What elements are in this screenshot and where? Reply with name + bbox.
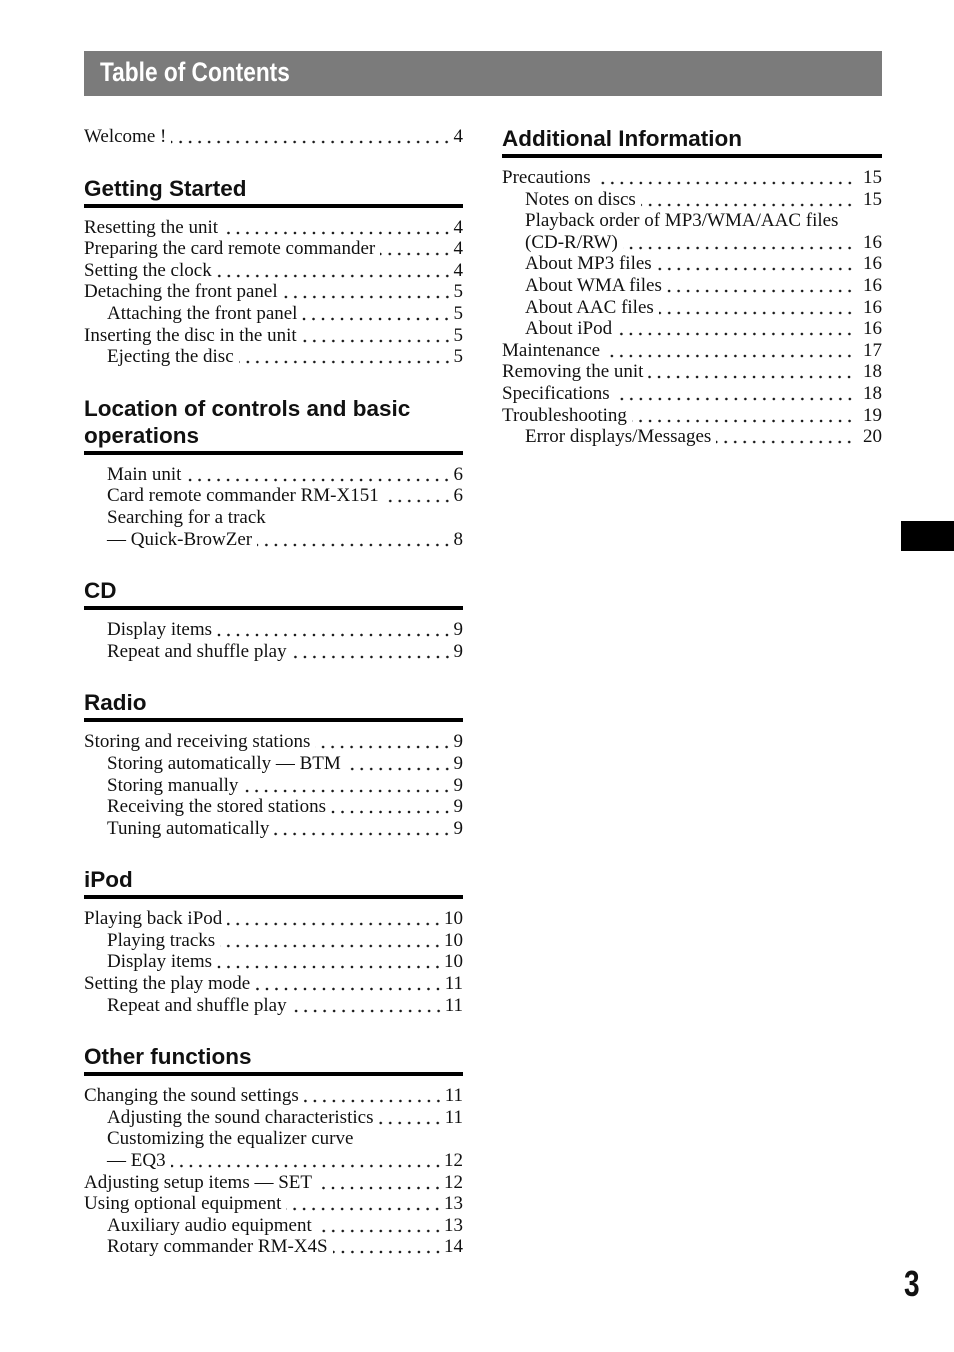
toc-page-number: 5 xyxy=(453,281,463,303)
section-rule xyxy=(84,204,463,208)
toc-section-ipod xyxy=(84,866,463,1016)
toc-entry-title: — EQ3 xyxy=(107,1150,166,1172)
toc-entry xyxy=(502,383,882,405)
toc-subentry xyxy=(84,485,463,507)
toc-entry-title: — Quick-BrowZer xyxy=(107,528,253,550)
toc-entry-title: Attaching the front panel xyxy=(107,302,298,324)
toc-subentry xyxy=(84,346,463,368)
toc-page-number: 11 xyxy=(444,1085,463,1107)
toc-entry-title: About iPod xyxy=(525,318,613,340)
dot-leader xyxy=(292,641,450,663)
section-heading: Getting Started xyxy=(84,175,247,201)
dot-leader xyxy=(217,260,450,282)
toc-entry-title: Error displays/Messages xyxy=(525,426,712,448)
toc-page-number: 16 xyxy=(863,253,882,275)
toc-subentry xyxy=(84,619,463,641)
dot-leader xyxy=(596,167,852,189)
dot-leader xyxy=(223,217,449,239)
dot-leader xyxy=(617,318,852,340)
dot-leader xyxy=(283,281,450,303)
toc-page-number: 13 xyxy=(444,1214,463,1236)
toc-entry xyxy=(84,1193,463,1215)
toc-entry-title: About MP3 files xyxy=(525,253,652,275)
toc-page-number: 17 xyxy=(863,339,882,361)
section-rule xyxy=(84,451,463,455)
dot-leader xyxy=(186,464,449,486)
toc-entry xyxy=(84,973,463,995)
toc-entry-title: Changing the sound settings xyxy=(84,1085,299,1107)
dot-leader xyxy=(243,775,449,797)
toc-subentry xyxy=(84,753,463,775)
toc-subentry xyxy=(84,1236,463,1258)
toc-entry-title: Troubleshooting xyxy=(502,404,627,426)
toc-entry-title: Receiving the stored stations xyxy=(107,796,326,818)
section-rule xyxy=(84,895,463,899)
toc-entry-title: Display items xyxy=(107,619,213,641)
dot-leader xyxy=(292,995,441,1017)
toc-subentry xyxy=(84,775,463,797)
toc-entry-title: Playing tracks xyxy=(107,929,216,951)
toc-entry-title: Preparing the card remote commander xyxy=(84,238,376,260)
dot-leader xyxy=(716,426,852,448)
toc-page-number: 4 xyxy=(453,126,463,147)
toc-page-number: 9 xyxy=(453,640,463,662)
toc-entry xyxy=(84,217,463,239)
dot-leader xyxy=(255,973,440,995)
toc-page-number: 6 xyxy=(453,463,463,485)
toc-subentry xyxy=(84,930,463,952)
toc-entry xyxy=(502,340,882,362)
dot-leader xyxy=(380,238,449,260)
toc-entry-title: (CD-R/RW) xyxy=(525,231,618,253)
toc-entry-title: Adjusting the sound characteristics xyxy=(107,1106,374,1128)
toc-entry xyxy=(84,1085,463,1107)
toc-page-number: 4 xyxy=(453,259,463,281)
dot-leader xyxy=(286,1193,440,1215)
dot-leader xyxy=(317,1215,440,1237)
dot-leader xyxy=(632,405,852,427)
dot-leader xyxy=(171,126,449,148)
toc-page-number: 15 xyxy=(863,188,882,210)
dot-leader xyxy=(302,325,450,347)
toc-right-column xyxy=(502,125,882,448)
toc-page-number: 4 xyxy=(453,238,463,260)
dot-leader xyxy=(217,951,440,973)
toc-page-number: 20 xyxy=(863,426,882,448)
toc-entry xyxy=(84,731,463,753)
toc-entry xyxy=(84,126,463,148)
toc-page-number: 9 xyxy=(453,774,463,796)
dot-leader xyxy=(659,297,852,319)
toc-subentry xyxy=(84,796,463,818)
section-heading: iPod xyxy=(84,867,133,893)
toc-page-number: 5 xyxy=(453,324,463,346)
toc-page-number: 18 xyxy=(863,382,882,404)
toc-subentry xyxy=(502,189,882,211)
dot-leader xyxy=(641,189,852,211)
dot-leader xyxy=(331,796,450,818)
toc-page-number: 10 xyxy=(444,929,463,951)
section-rule xyxy=(84,1072,463,1076)
toc-subentry xyxy=(502,210,882,232)
toc-entry xyxy=(84,281,463,303)
toc-entry xyxy=(502,361,882,383)
dot-leader xyxy=(346,753,450,775)
dot-leader xyxy=(317,1172,440,1194)
toc-section-location-of-controls xyxy=(84,395,463,550)
toc-page-number: 11 xyxy=(444,1106,463,1128)
toc-entry-title: Storing automatically — BTM xyxy=(107,752,341,774)
section-heading: Other functions xyxy=(84,1044,252,1070)
toc-entry-title: Playing back iPod xyxy=(84,908,223,930)
dot-leader xyxy=(333,1236,440,1258)
toc-page-number: 9 xyxy=(453,752,463,774)
toc-entry-title: Tuning automatically xyxy=(107,817,270,839)
toc-page-number: 9 xyxy=(453,817,463,839)
toc-section-cd xyxy=(84,577,463,662)
toc-entry-title: Maintenance xyxy=(502,339,601,361)
toc-entry-title: Card remote commander RM-X151 xyxy=(107,485,379,507)
toc-page-number: 14 xyxy=(444,1236,463,1258)
section-rule xyxy=(84,718,463,722)
toc-subentry xyxy=(502,232,882,254)
toc-section-getting-started xyxy=(84,175,463,368)
toc-entry xyxy=(84,238,463,260)
toc-entry-title: About WMA files xyxy=(525,274,662,296)
toc-page-number: 9 xyxy=(453,619,463,641)
toc-entry-title: About AAC files xyxy=(525,296,654,318)
dot-leader xyxy=(239,346,450,368)
toc-subentry xyxy=(84,1150,463,1172)
dot-leader xyxy=(274,818,449,840)
toc-page-number: 16 xyxy=(863,274,882,296)
toc-page-number: 13 xyxy=(444,1193,463,1215)
toc-entry-title: Notes on discs xyxy=(525,188,636,210)
dot-leader xyxy=(667,275,852,297)
toc-entry-title: Storing manually xyxy=(107,774,239,796)
toc-page-number: 4 xyxy=(453,216,463,238)
toc-page-number: 11 xyxy=(444,994,463,1016)
title-bar xyxy=(84,51,882,96)
toc-page-number: 9 xyxy=(453,731,463,753)
section-tab-marker xyxy=(901,521,954,551)
toc-subentry xyxy=(502,275,882,297)
toc-page-number: 16 xyxy=(863,318,882,340)
dot-leader xyxy=(648,361,852,383)
dot-leader xyxy=(378,1107,440,1129)
toc-entry-title: Using optional equipment xyxy=(84,1193,282,1215)
toc-entry-title: Setting the clock xyxy=(84,259,212,281)
toc-subentry xyxy=(84,507,463,529)
toc-entry xyxy=(502,405,882,427)
toc-entry-title: Setting the play mode xyxy=(84,973,251,995)
dot-leader xyxy=(657,253,852,275)
toc-page-number: 5 xyxy=(453,346,463,368)
toc-section-additional-information xyxy=(502,125,882,448)
toc-page-number: 16 xyxy=(863,231,882,253)
toc-entry xyxy=(84,1172,463,1194)
toc-page-number: 15 xyxy=(863,167,882,188)
toc-page-number: 18 xyxy=(863,361,882,383)
toc-entry-title: Ejecting the disc xyxy=(107,346,234,368)
dot-leader xyxy=(171,1150,440,1172)
toc-section-other-functions xyxy=(84,1043,463,1258)
toc-entry-title: Rotary commander RM-X4S xyxy=(107,1236,328,1258)
toc-subentry xyxy=(84,1128,463,1150)
dot-leader xyxy=(227,908,440,930)
toc-page-number: 12 xyxy=(444,1150,463,1172)
section-heading: Radio xyxy=(84,690,147,716)
toc-entry xyxy=(84,908,463,930)
dot-leader xyxy=(257,529,449,551)
toc-section-radio xyxy=(84,689,463,839)
toc-entry-title: Auxiliary audio equipment xyxy=(107,1214,312,1236)
toc-page-number: 5 xyxy=(453,302,463,324)
toc-page-number: 16 xyxy=(863,296,882,318)
toc-entry-title: Storing and receiving stations xyxy=(84,731,311,753)
toc-subentry xyxy=(84,951,463,973)
toc-entry-title: Precautions xyxy=(502,167,591,188)
section-heading: CD xyxy=(84,578,117,604)
toc-entry-title: Detaching the front panel xyxy=(84,281,278,303)
page-number: 3 xyxy=(904,1263,920,1304)
toc-subentry xyxy=(502,318,882,340)
toc-page-number: 19 xyxy=(863,404,882,426)
toc-page-number: 10 xyxy=(444,908,463,930)
toc-entry-title: Searching for a track xyxy=(107,506,266,528)
toc-entry-title: Resetting the unit xyxy=(84,216,219,238)
page-title: Table of Contents xyxy=(100,57,290,87)
toc-subentry xyxy=(84,1215,463,1237)
toc-entry-title: Main unit xyxy=(107,463,182,485)
toc-entry-title: Repeat and shuffle play xyxy=(107,994,287,1016)
toc-subentry xyxy=(84,818,463,840)
dot-leader xyxy=(315,731,449,753)
dot-leader xyxy=(217,619,449,641)
dot-leader xyxy=(615,383,852,405)
dot-leader xyxy=(623,232,852,254)
toc-page-number: 8 xyxy=(453,528,463,550)
toc-entry-title: Customizing the equalizer curve xyxy=(107,1128,354,1150)
toc-entry xyxy=(502,167,882,189)
toc-entry-title: Adjusting setup items — SET xyxy=(84,1171,312,1193)
toc-subentry xyxy=(84,641,463,663)
toc-page-number: 11 xyxy=(444,973,463,995)
dot-leader xyxy=(220,930,440,952)
toc-subentry xyxy=(84,529,463,551)
toc-entry-title: Welcome ! xyxy=(84,126,167,147)
toc-left-column xyxy=(84,126,463,1258)
toc-subentry xyxy=(502,426,882,448)
toc-entry-title: Playback order of MP3/WMA/AAC files xyxy=(525,210,839,232)
section-heading: Location of controls and basic operations xyxy=(84,395,411,448)
dot-leader xyxy=(304,1085,441,1107)
toc-subentry xyxy=(84,464,463,486)
dot-leader xyxy=(605,340,852,362)
toc-subentry xyxy=(84,303,463,325)
toc-page-number: 12 xyxy=(444,1171,463,1193)
toc-entry xyxy=(84,325,463,347)
toc-page-number: 9 xyxy=(453,796,463,818)
toc-entry-title: Specifications xyxy=(502,382,610,404)
toc-page-number: 6 xyxy=(453,485,463,507)
section-heading: Additional Information xyxy=(502,126,742,151)
toc-entry-title: Removing the unit xyxy=(502,361,644,383)
toc-subentry xyxy=(502,253,882,275)
toc-entry xyxy=(84,260,463,282)
section-rule xyxy=(84,606,463,610)
toc-entry-title: Display items xyxy=(107,951,213,973)
toc-subentry xyxy=(84,995,463,1017)
toc-subentry xyxy=(84,1107,463,1129)
dot-leader xyxy=(302,303,449,325)
toc-subentry xyxy=(502,297,882,319)
dot-leader xyxy=(384,485,450,507)
toc-entry-title: Repeat and shuffle play xyxy=(107,640,287,662)
section-rule xyxy=(502,154,882,158)
toc-page-number: 10 xyxy=(444,951,463,973)
toc-entry-title: Inserting the disc in the unit xyxy=(84,324,297,346)
